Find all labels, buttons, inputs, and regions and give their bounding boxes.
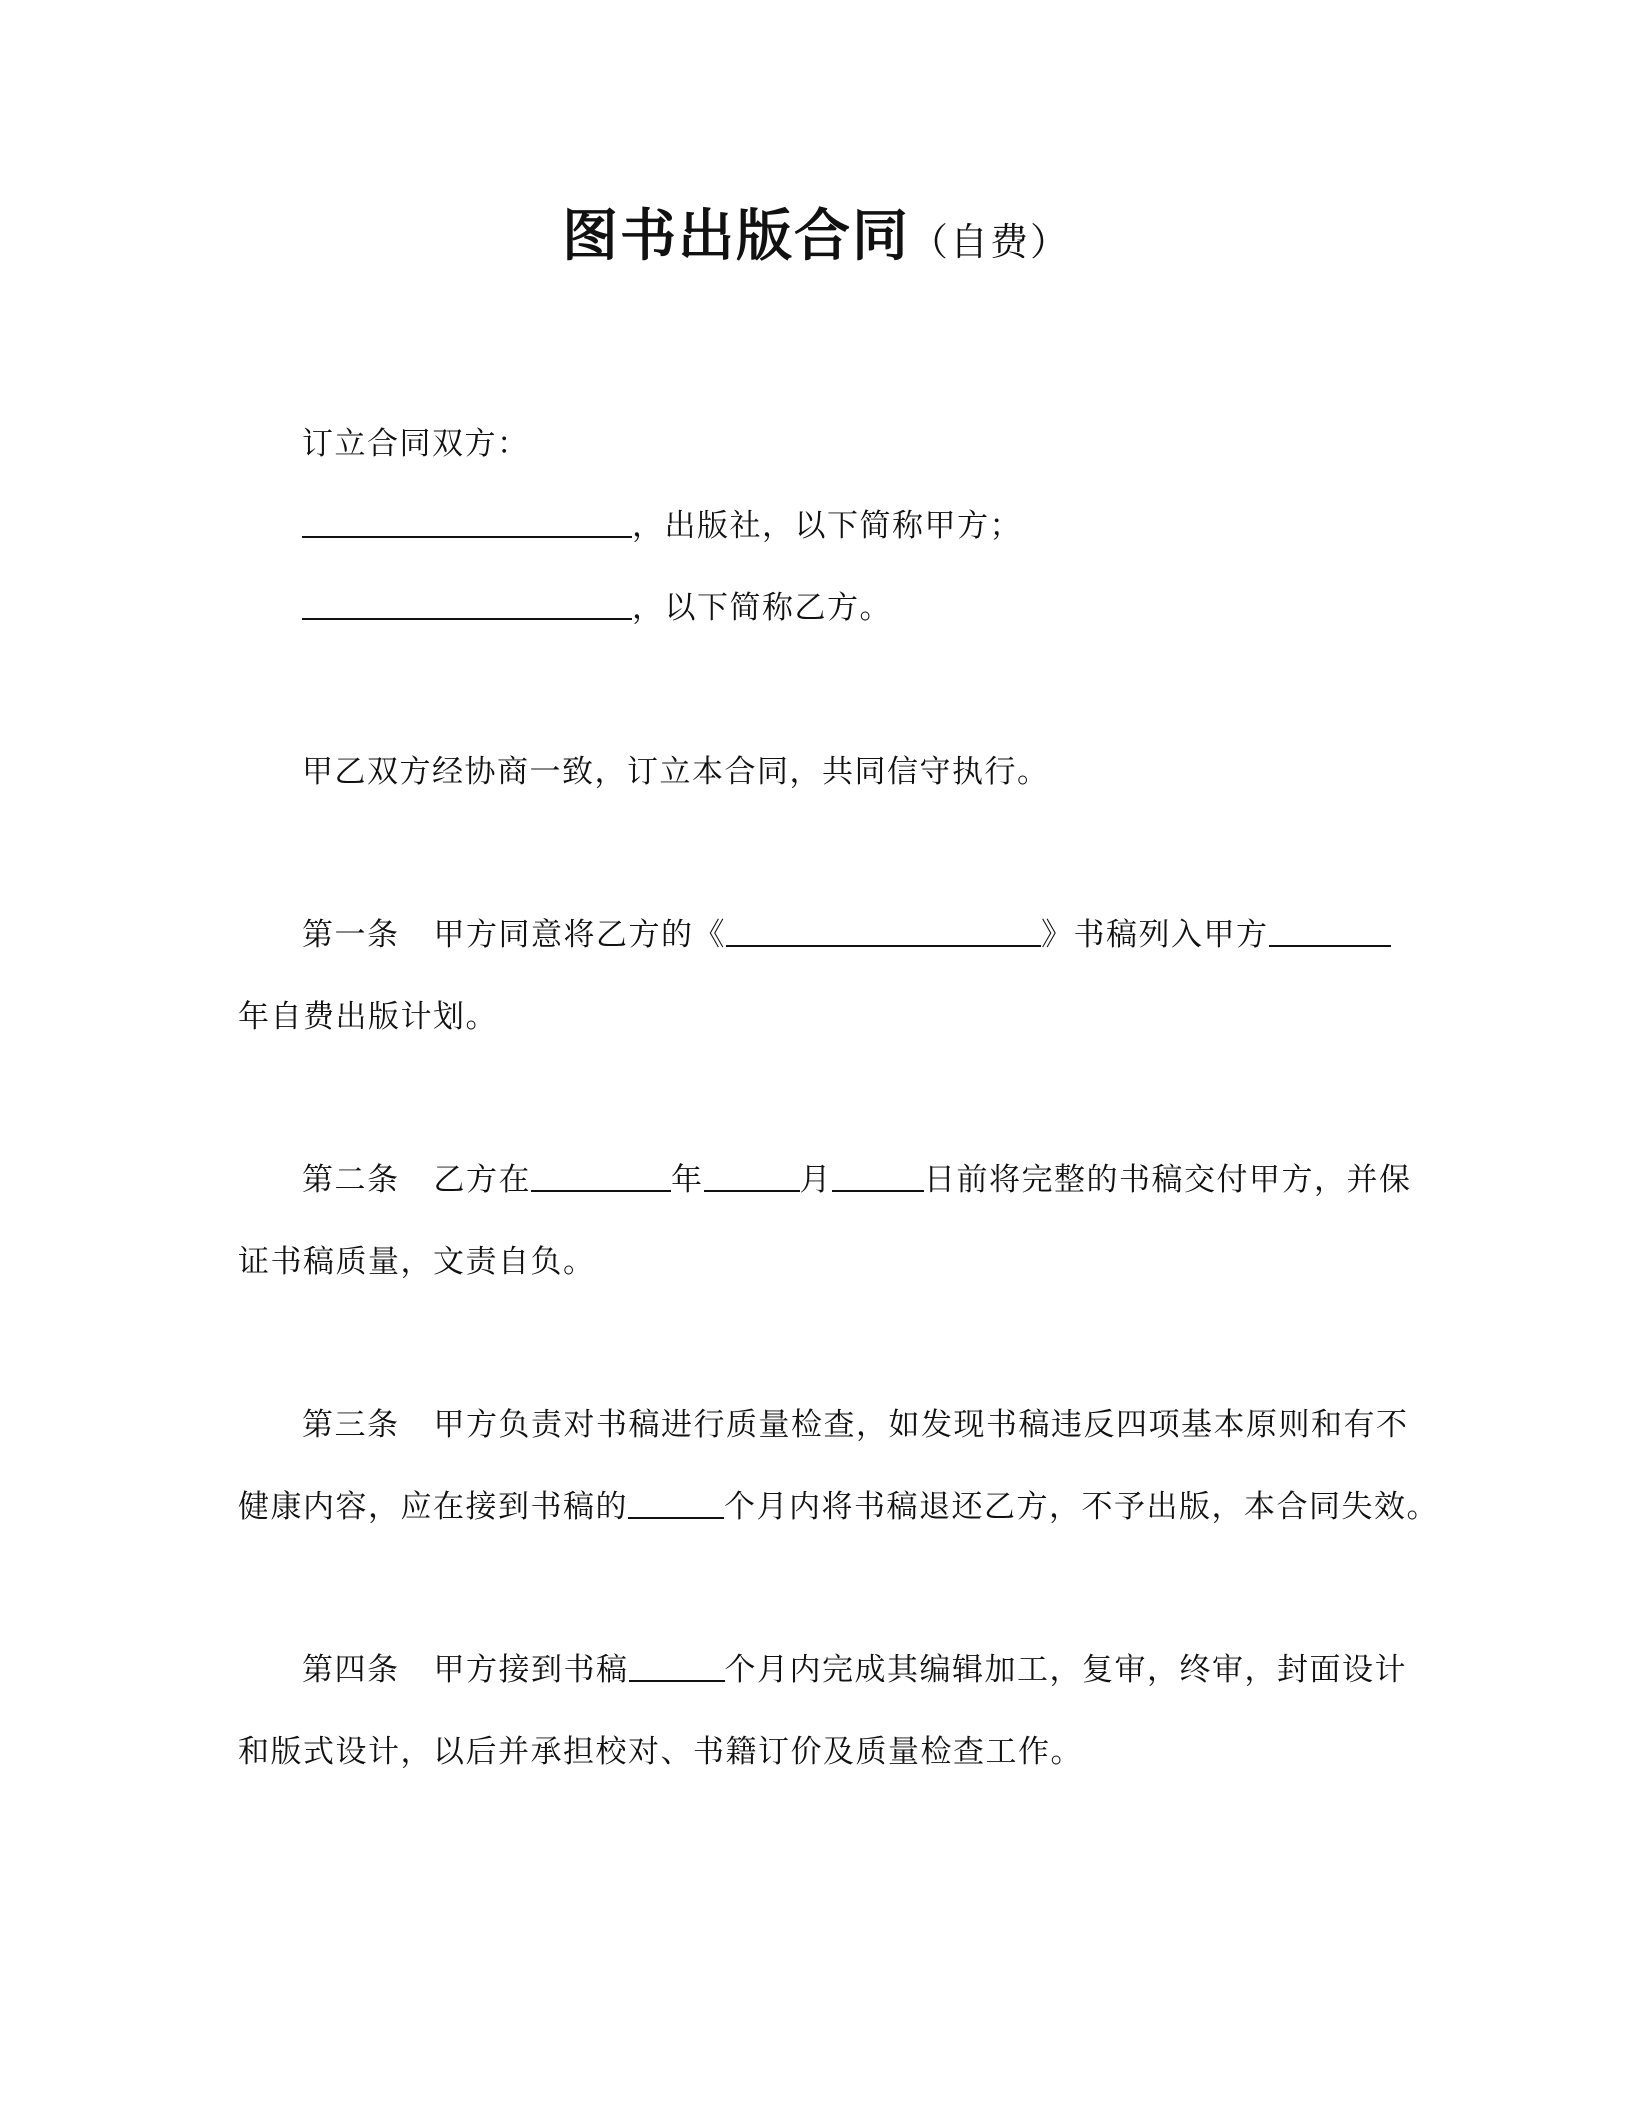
article-2-line-1	[302, 1160, 1412, 1200]
article-4-line-2	[238, 1732, 1083, 1772]
delivery-day-blank[interactable]	[832, 1160, 924, 1192]
article-3-part-2: 健康内容，应在接到书稿的	[238, 1489, 628, 1525]
article-2-part-5: 证书稿质量，文责自负。	[238, 1244, 596, 1280]
title-subtitle: （自费）	[909, 220, 1070, 264]
article-4-part-3: 和版式设计，以后并承担校对、书籍订价及质量检查工作。	[238, 1734, 1083, 1770]
party-b-blank[interactable]	[302, 588, 632, 620]
article-4-part-2: 个月内完成其编辑加工，复审，终审，封面设计	[724, 1652, 1407, 1688]
article-3-label: 第三条	[302, 1407, 400, 1443]
article-2-part-2: 年	[671, 1162, 704, 1198]
preamble	[302, 752, 1050, 792]
article-3-line-1	[302, 1405, 1409, 1445]
party-b-suffix: ，以下简称乙方。	[632, 590, 892, 626]
article-2-part-3: 月	[799, 1162, 832, 1198]
party-b-line	[302, 588, 892, 628]
article-1-part-1: 甲方同意将乙方的《	[433, 917, 726, 953]
article-2-part-1: 乙方在	[433, 1162, 531, 1198]
delivery-year-blank[interactable]	[531, 1160, 671, 1192]
delivery-month-blank[interactable]	[704, 1160, 800, 1192]
article-1-line-1	[302, 915, 1391, 955]
return-months-blank[interactable]	[628, 1487, 724, 1519]
article-2-line-2	[238, 1242, 596, 1282]
book-title-blank[interactable]	[726, 915, 1041, 947]
party-a-line	[302, 506, 1022, 546]
party-a-suffix: ，出版社，以下简称甲方；	[632, 508, 1022, 544]
preamble-text: 甲乙双方经协商一致，订立本合同，共同信守执行。	[302, 754, 1050, 790]
article-3-line-2	[238, 1487, 1439, 1527]
title-main: 图书出版合同	[561, 204, 910, 269]
article-4-part-1: 甲方接到书稿	[433, 1652, 629, 1688]
article-4-label: 第四条	[302, 1652, 400, 1688]
article-2-part-4: 日前将完整的书稿交付甲方，并保	[924, 1162, 1412, 1198]
party-a-blank[interactable]	[302, 506, 632, 538]
article-3-part-1: 甲方负责对书稿进行质量检查，如发现书稿违反四项基本原则和有不	[433, 1407, 1409, 1443]
editing-months-blank[interactable]	[629, 1650, 725, 1682]
parties-heading	[302, 424, 530, 464]
article-4-line-1	[302, 1650, 1407, 1690]
article-1-part-2: 》书稿列入甲方	[1041, 917, 1269, 953]
parties-heading-text: 订立合同双方：	[302, 426, 530, 462]
article-3-part-3: 个月内将书稿退还乙方，不予出版，本合同失效。	[724, 1489, 1439, 1525]
plan-year-blank[interactable]	[1269, 915, 1391, 947]
article-1-label: 第一条	[302, 917, 400, 953]
article-2-label: 第二条	[302, 1162, 400, 1198]
article-1-part-3: 年自费出版计划。	[238, 999, 498, 1035]
document-title	[0, 192, 1632, 272]
article-1-line-2	[238, 997, 498, 1037]
